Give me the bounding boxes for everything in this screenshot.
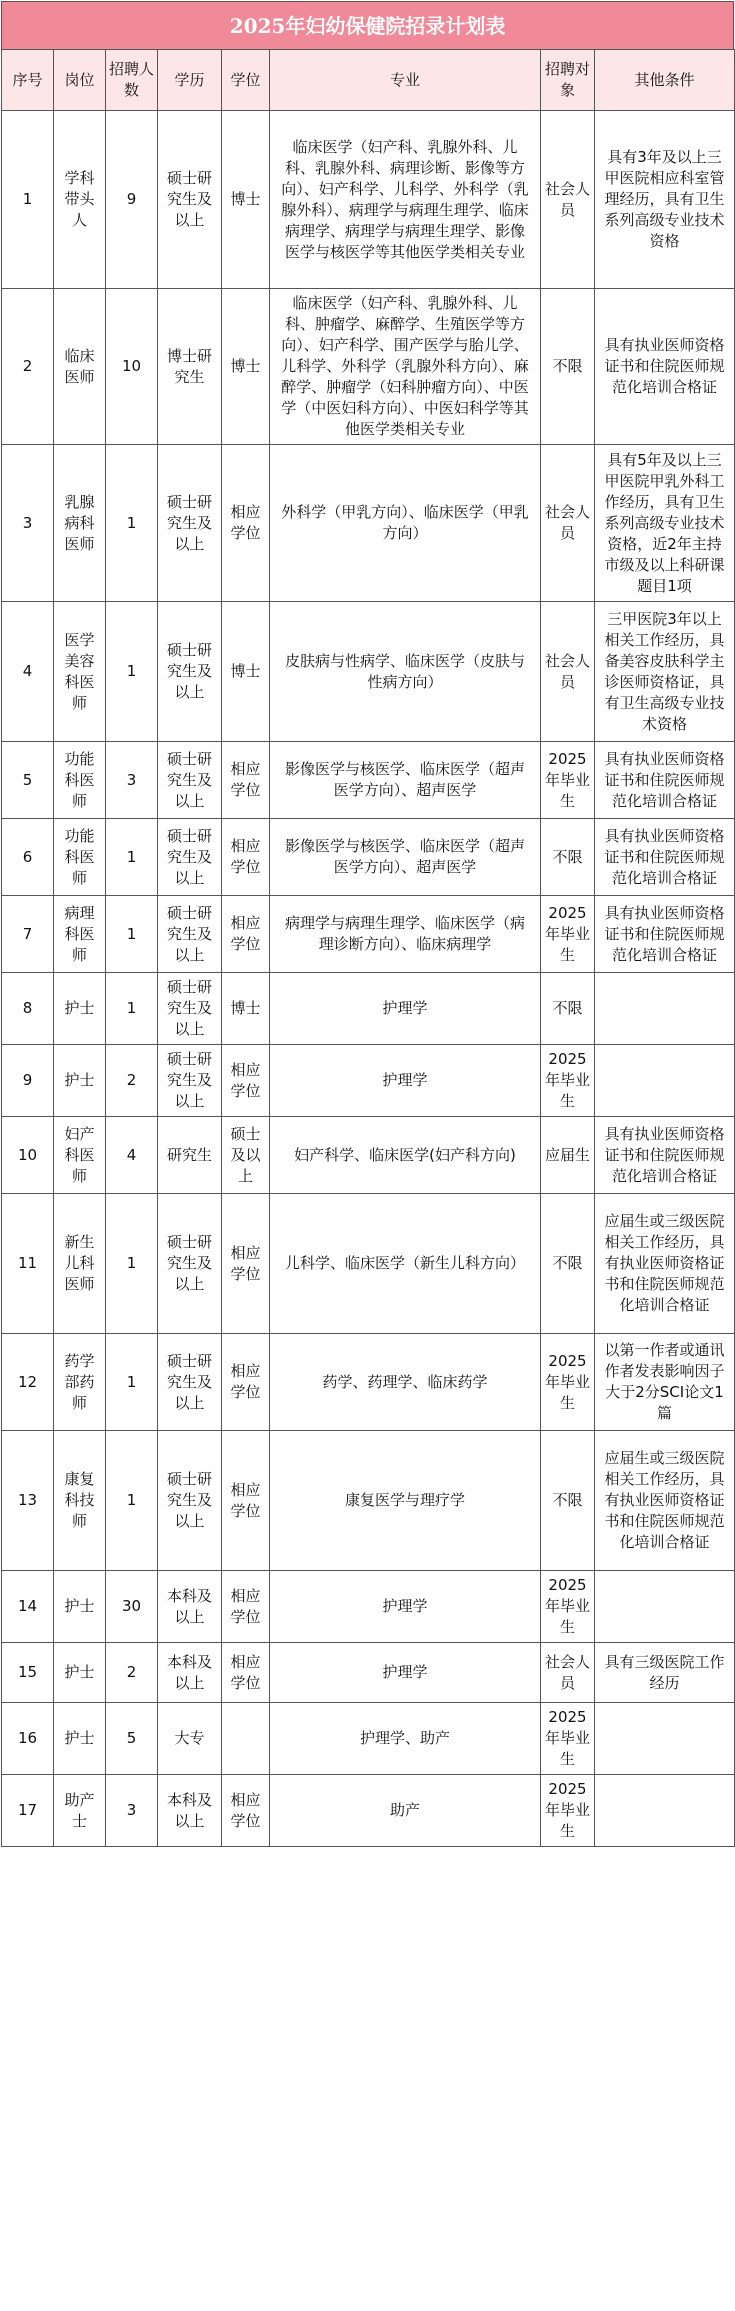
cell-conditions: 三甲医院3年以上相关工作经历，具备美容皮肤科学主诊医师资格证，具有卫生高级专业技术资格 — [595, 602, 735, 742]
cell-degree — [222, 1703, 270, 1775]
cell-target: 社会人员 — [541, 1643, 595, 1703]
cell-target: 应届生 — [541, 1117, 595, 1194]
cell-major: 临床医学（妇产科、乳腺外科、儿科、肿瘤学、麻醉学、生殖医学等方向）、妇产科学、围产医学与胎儿学、儿科学、外科学（乳腺外科方向）、麻醉学、肿瘤学（妇科肿瘤方向）、中医学（中医妇科方向）、中医妇科学等其他医学类相关专业 — [270, 289, 541, 445]
cell-conditions — [595, 1703, 735, 1775]
cell-post: 新生儿科医师 — [54, 1194, 106, 1334]
cell-major: 影像医学与核医学、临床医学（超声医学方向）、超声医学 — [270, 742, 541, 819]
header-education: 学历 — [158, 50, 222, 111]
cell-target: 2025年毕业生 — [541, 1703, 595, 1775]
cell-degree: 相应学位 — [222, 1194, 270, 1334]
cell-count: 3 — [106, 1775, 158, 1847]
cell-degree: 博士 — [222, 289, 270, 445]
cell-degree: 博士 — [222, 602, 270, 742]
table-row — [2, 1775, 735, 1847]
cell-conditions: 具有执业医师资格证书和住院医师规范化培训合格证 — [595, 742, 735, 819]
cell-conditions: 具有执业医师资格证书和住院医师规范化培训合格证 — [595, 289, 735, 445]
cell-degree: 硕士及以上 — [222, 1117, 270, 1194]
table-title: 2025年妇幼保健院招录计划表 — [1, 1, 734, 49]
cell-education: 大专 — [158, 1703, 222, 1775]
cell-degree: 相应学位 — [222, 1571, 270, 1643]
cell-target: 2025年毕业生 — [541, 1571, 595, 1643]
cell-post: 护士 — [54, 1045, 106, 1117]
cell-education: 硕士研究生及以上 — [158, 896, 222, 973]
cell-post: 功能科医师 — [54, 742, 106, 819]
header-degree: 学位 — [222, 50, 270, 111]
cell-education: 硕士研究生及以上 — [158, 742, 222, 819]
cell-target: 不限 — [541, 819, 595, 896]
cell-target: 2025年毕业生 — [541, 896, 595, 973]
cell-count: 1 — [106, 819, 158, 896]
cell-count: 9 — [106, 111, 158, 289]
cell-major: 护理学 — [270, 973, 541, 1045]
cell-post: 护士 — [54, 1703, 106, 1775]
cell-conditions: 具有执业医师资格证书和住院医师规范化培训合格证 — [595, 896, 735, 973]
cell-conditions — [595, 973, 735, 1045]
table-row — [2, 973, 735, 1045]
cell-conditions: 应届生或三级医院相关工作经历，具有执业医师资格证书和住院医师规范化培训合格证 — [595, 1194, 735, 1334]
cell-conditions — [595, 1571, 735, 1643]
cell-count: 2 — [106, 1045, 158, 1117]
cell-conditions: 具有执业医师资格证书和住院医师规范化培训合格证 — [595, 1117, 735, 1194]
cell-post: 药学部药师 — [54, 1334, 106, 1431]
cell-major: 护理学 — [270, 1571, 541, 1643]
cell-target: 2025年毕业生 — [541, 1775, 595, 1847]
cell-education: 硕士研究生及以上 — [158, 973, 222, 1045]
cell-conditions: 应届生或三级医院相关工作经历，具有执业医师资格证书和住院医师规范化培训合格证 — [595, 1431, 735, 1571]
cell-major: 药学、药理学、临床药学 — [270, 1334, 541, 1431]
cell-count: 4 — [106, 1117, 158, 1194]
cell-major: 临床医学（妇产科、乳腺外科、儿科、乳腺外科、病理诊断、影像等方向）、妇产科学、儿科学、外科学（乳腺外科）、病理学与病理生理学、临床病理学、病理学与病理生理学、影像医学与核医学等其他医学类相关专业 — [270, 111, 541, 289]
table-row — [2, 896, 735, 973]
cell-post: 乳腺病科医师 — [54, 445, 106, 602]
cell-index: 10 — [2, 1117, 54, 1194]
cell-count: 10 — [106, 289, 158, 445]
cell-conditions: 以第一作者或通讯作者发表影响因子大于2分SCI论文1篇 — [595, 1334, 735, 1431]
table-row — [2, 1194, 735, 1334]
header-post: 岗位 — [54, 50, 106, 111]
cell-major: 儿科学、临床医学（新生儿科方向） — [270, 1194, 541, 1334]
cell-index: 11 — [2, 1194, 54, 1334]
cell-post: 功能科医师 — [54, 819, 106, 896]
cell-post: 护士 — [54, 973, 106, 1045]
cell-education: 博士研究生 — [158, 289, 222, 445]
cell-target: 2025年毕业生 — [541, 1334, 595, 1431]
cell-degree: 相应学位 — [222, 819, 270, 896]
cell-index: 9 — [2, 1045, 54, 1117]
cell-major: 病理学与病理生理学、临床医学（病理诊断方向）、临床病理学 — [270, 896, 541, 973]
header-index: 序号 — [2, 50, 54, 111]
table-row — [2, 1643, 735, 1703]
cell-conditions — [595, 1045, 735, 1117]
cell-degree: 相应学位 — [222, 1431, 270, 1571]
cell-target: 社会人员 — [541, 602, 595, 742]
cell-degree: 相应学位 — [222, 742, 270, 819]
cell-target: 不限 — [541, 1194, 595, 1334]
cell-education: 硕士研究生及以上 — [158, 1194, 222, 1334]
table-row — [2, 1431, 735, 1571]
cell-post: 临床医师 — [54, 289, 106, 445]
table-row — [2, 111, 735, 289]
cell-index: 15 — [2, 1643, 54, 1703]
cell-major: 护理学 — [270, 1643, 541, 1703]
cell-major: 助产 — [270, 1775, 541, 1847]
table-row — [2, 1334, 735, 1431]
cell-count: 2 — [106, 1643, 158, 1703]
cell-index: 7 — [2, 896, 54, 973]
cell-count: 1 — [106, 445, 158, 602]
recruitment-plan-document — [1, 1, 734, 1847]
header-count: 招聘人数 — [106, 50, 158, 111]
table-row — [2, 445, 735, 602]
cell-post: 护士 — [54, 1571, 106, 1643]
cell-index: 6 — [2, 819, 54, 896]
cell-index: 8 — [2, 973, 54, 1045]
table-row — [2, 289, 735, 445]
cell-education: 硕士研究生及以上 — [158, 602, 222, 742]
cell-education: 本科及以上 — [158, 1643, 222, 1703]
cell-education: 硕士研究生及以上 — [158, 1045, 222, 1117]
recruitment-table — [1, 49, 735, 1847]
cell-major: 护理学 — [270, 1045, 541, 1117]
table-row — [2, 819, 735, 896]
cell-major: 妇产科学、临床医学(妇产科方向) — [270, 1117, 541, 1194]
cell-degree: 相应学位 — [222, 1775, 270, 1847]
cell-target: 社会人员 — [541, 111, 595, 289]
cell-major: 外科学（甲乳方向）、临床医学（甲乳方向） — [270, 445, 541, 602]
cell-count: 1 — [106, 602, 158, 742]
cell-count: 30 — [106, 1571, 158, 1643]
cell-index: 2 — [2, 289, 54, 445]
table-row — [2, 1117, 735, 1194]
cell-count: 1 — [106, 973, 158, 1045]
cell-target: 2025年毕业生 — [541, 1045, 595, 1117]
cell-degree: 相应学位 — [222, 1045, 270, 1117]
table-row — [2, 1571, 735, 1643]
cell-post: 妇产科医师 — [54, 1117, 106, 1194]
cell-count: 5 — [106, 1703, 158, 1775]
header-target: 招聘对象 — [541, 50, 595, 111]
cell-index: 13 — [2, 1431, 54, 1571]
cell-education: 硕士研究生及以上 — [158, 1431, 222, 1571]
cell-index: 14 — [2, 1571, 54, 1643]
cell-education: 研究生 — [158, 1117, 222, 1194]
cell-conditions: 具有3年及以上三甲医院相应科室管理经历，具有卫生系列高级专业技术资格 — [595, 111, 735, 289]
cell-target: 2025年毕业生 — [541, 742, 595, 819]
cell-count: 1 — [106, 1334, 158, 1431]
cell-target: 不限 — [541, 973, 595, 1045]
cell-education: 本科及以上 — [158, 1571, 222, 1643]
cell-post: 学科带头人 — [54, 111, 106, 289]
table-row — [2, 742, 735, 819]
table-row — [2, 602, 735, 742]
cell-major: 康复医学与理疗学 — [270, 1431, 541, 1571]
cell-post: 康复科技师 — [54, 1431, 106, 1571]
cell-index: 12 — [2, 1334, 54, 1431]
cell-post: 助产士 — [54, 1775, 106, 1847]
cell-index: 1 — [2, 111, 54, 289]
cell-education: 硕士研究生及以上 — [158, 1334, 222, 1431]
cell-conditions — [595, 1775, 735, 1847]
cell-count: 3 — [106, 742, 158, 819]
cell-count: 1 — [106, 896, 158, 973]
cell-count: 1 — [106, 1431, 158, 1571]
cell-education: 硕士研究生及以上 — [158, 819, 222, 896]
cell-degree: 相应学位 — [222, 896, 270, 973]
cell-target: 社会人员 — [541, 445, 595, 602]
cell-degree: 相应学位 — [222, 1334, 270, 1431]
cell-conditions: 具有三级医院工作经历 — [595, 1643, 735, 1703]
cell-index: 4 — [2, 602, 54, 742]
cell-degree: 博士 — [222, 111, 270, 289]
cell-major: 皮肤病与性病学、临床医学（皮肤与性病方向） — [270, 602, 541, 742]
cell-post: 护士 — [54, 1643, 106, 1703]
cell-education: 硕士研究生及以上 — [158, 111, 222, 289]
cell-post: 病理科医师 — [54, 896, 106, 973]
cell-major: 护理学、助产 — [270, 1703, 541, 1775]
cell-index: 17 — [2, 1775, 54, 1847]
cell-degree: 博士 — [222, 973, 270, 1045]
cell-degree: 相应学位 — [222, 1643, 270, 1703]
cell-education: 本科及以上 — [158, 1775, 222, 1847]
cell-education: 硕士研究生及以上 — [158, 445, 222, 602]
cell-index: 3 — [2, 445, 54, 602]
header-major: 专业 — [270, 50, 541, 111]
table-row — [2, 1045, 735, 1117]
cell-degree: 相应学位 — [222, 445, 270, 602]
cell-count: 1 — [106, 1194, 158, 1334]
cell-post: 医学美容科医师 — [54, 602, 106, 742]
cell-index: 16 — [2, 1703, 54, 1775]
header-row — [2, 50, 735, 111]
cell-target: 不限 — [541, 289, 595, 445]
cell-target: 不限 — [541, 1431, 595, 1571]
cell-conditions: 具有5年及以上三甲医院甲乳外科工作经历，具有卫生系列高级专业技术资格，近2年主持市级及以上科研课题目1项 — [595, 445, 735, 602]
cell-major: 影像医学与核医学、临床医学（超声医学方向）、超声医学 — [270, 819, 541, 896]
cell-index: 5 — [2, 742, 54, 819]
table-row — [2, 1703, 735, 1775]
cell-conditions: 具有执业医师资格证书和住院医师规范化培训合格证 — [595, 819, 735, 896]
header-conditions: 其他条件 — [595, 50, 735, 111]
